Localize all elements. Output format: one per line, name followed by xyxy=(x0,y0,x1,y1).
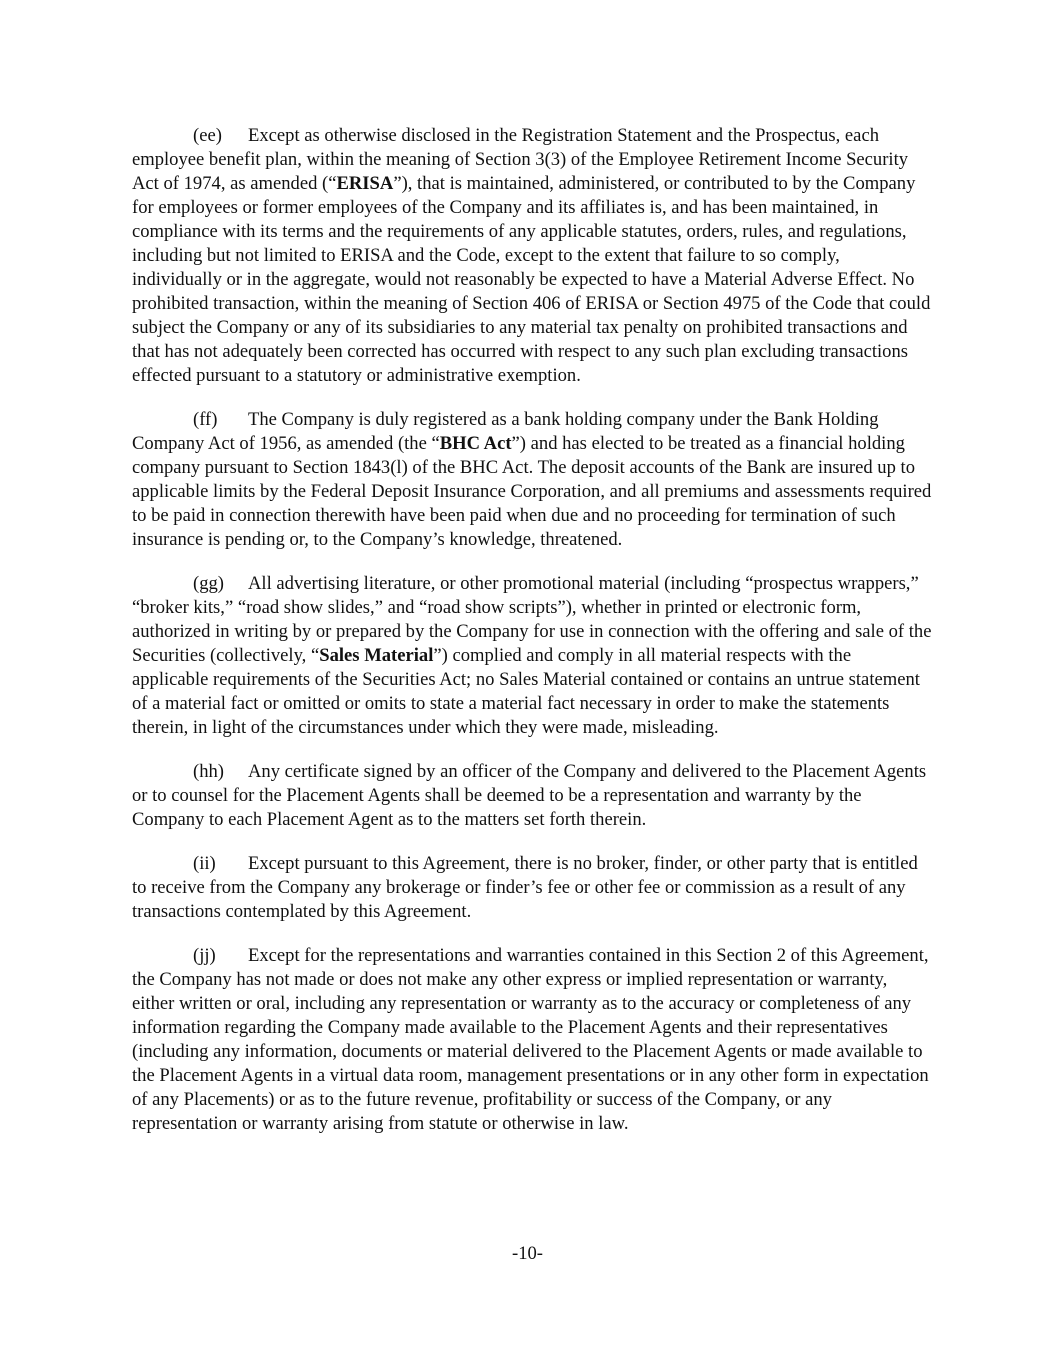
paragraph-text: Except pursuant to this Agreement, there is no broker, finder, or other party that is entitled to receive from the Company any brokerage or finder’s fee or other fee or commission as a result of any transactions contemplated by this Agreement. xyxy=(132,853,918,922)
paragraph-text: The Company is duly registered as a bank holding company under the Bank Holding Company Act of 1956, as amended (the “ xyxy=(132,409,879,454)
paragraph-label: (jj) xyxy=(193,945,216,966)
paragraph-text: Except for the representations and warranties contained in this Section 2 of this Agreement, the Company has not made or does not make any other express or implied representation or warranty, either written or oral, including any representation or warranty as to the accuracy or completeness of any information regarding the Company made available to the Placement Agents and their representatives (including any information, documents or material delivered to the Placement Agents or made available to the Placement Agents in a virtual data room, management presentations or in any other form in expectation of any Placements) or as to the future revenue, profitability or success of the Company, or any representation or warranty arising from statute or otherwise in law. xyxy=(132,945,929,1134)
paragraph-text: ”), that is maintained, administered, or contributed to by the Company for employees or former employees of the Company and its affiliates is, and has been maintained, in compliance with its terms and the requirements of any applicable statutes, orders, rules, and regulations, including but not limited to ERISA and the Code, except to the extent that failure to so comply, individually or in the aggregate, would not reasonably be expected to have a Material Adverse Effect. No prohibited transaction, within the meaning of Section 406 of ERISA or Section 4975 of the Code that could subject the Company or any of its subsidiaries to any material tax penalty on prohibited transactions and that has not adequately been corrected has occurred with respect to any such plan excluding transactions effected pursuant to a statutory or administrative exemption. xyxy=(132,173,931,386)
paragraph-gg xyxy=(132,572,932,740)
defined-term-erisa: ERISA xyxy=(336,173,394,194)
paragraph-hh xyxy=(132,760,932,832)
paragraph-ee xyxy=(132,124,932,388)
document-body xyxy=(132,124,932,1156)
paragraph-text: Any certificate signed by an officer of the Company and delivered to the Placement Agents or to counsel for the Placement Agents shall be deemed to be a representation and warranty by the Company to each Placement Agent as to the matters set forth therein. xyxy=(132,761,927,830)
paragraph-label: (ii) xyxy=(193,853,216,874)
paragraph-ff xyxy=(132,408,932,552)
paragraph-jj xyxy=(132,944,932,1136)
paragraph-label: (hh) xyxy=(193,761,224,782)
defined-term-sales-material: Sales Material xyxy=(319,645,434,666)
defined-term-bhc-act: BHC Act xyxy=(439,433,512,454)
paragraph-label: (ee) xyxy=(193,125,222,146)
paragraph-label: (gg) xyxy=(193,573,224,594)
page-number: -10- xyxy=(512,1243,543,1264)
paragraph-ii xyxy=(132,852,932,924)
paragraph-text: All advertising literature, or other promotional material (including “prospectus wrappers,” “broker kits,” “road show slides,” and “road show scripts”), whether in printed or electronic form, authorized in writing by or prepared by the Company for use in connection with the offering and sale of the Securities (collectively, “ xyxy=(132,573,932,666)
paragraph-text: Except as otherwise disclosed in the Registration Statement and the Prospectus, each employee benefit plan, within the meaning of Section 3(3) of the Employee Retirement Income Security Act of 1974, as amended (“ xyxy=(132,125,909,194)
paragraph-text: ”) and has elected to be treated as a financial holding company pursuant to Section 1843(l) of the BHC Act. The deposit accounts of the Bank are insured up to applicable limits by the Federal Deposit Insurance Corporation, and all premiums and assessments required to be paid in connection therewith have been paid when due and no proceeding for termination of such insurance is pending or, to the Company’s knowledge, threatened. xyxy=(132,433,932,550)
paragraph-label: (ff) xyxy=(193,409,218,430)
paragraph-text: ”) complied and comply in all material respects with the applicable requirements of the Securities Act; no Sales Material contained or contains an untrue statement of a material fact or omitted or omits to state a material fact necessary in order to make the statements therein, in light of the circumstances under which they were made, misleading. xyxy=(132,645,920,738)
